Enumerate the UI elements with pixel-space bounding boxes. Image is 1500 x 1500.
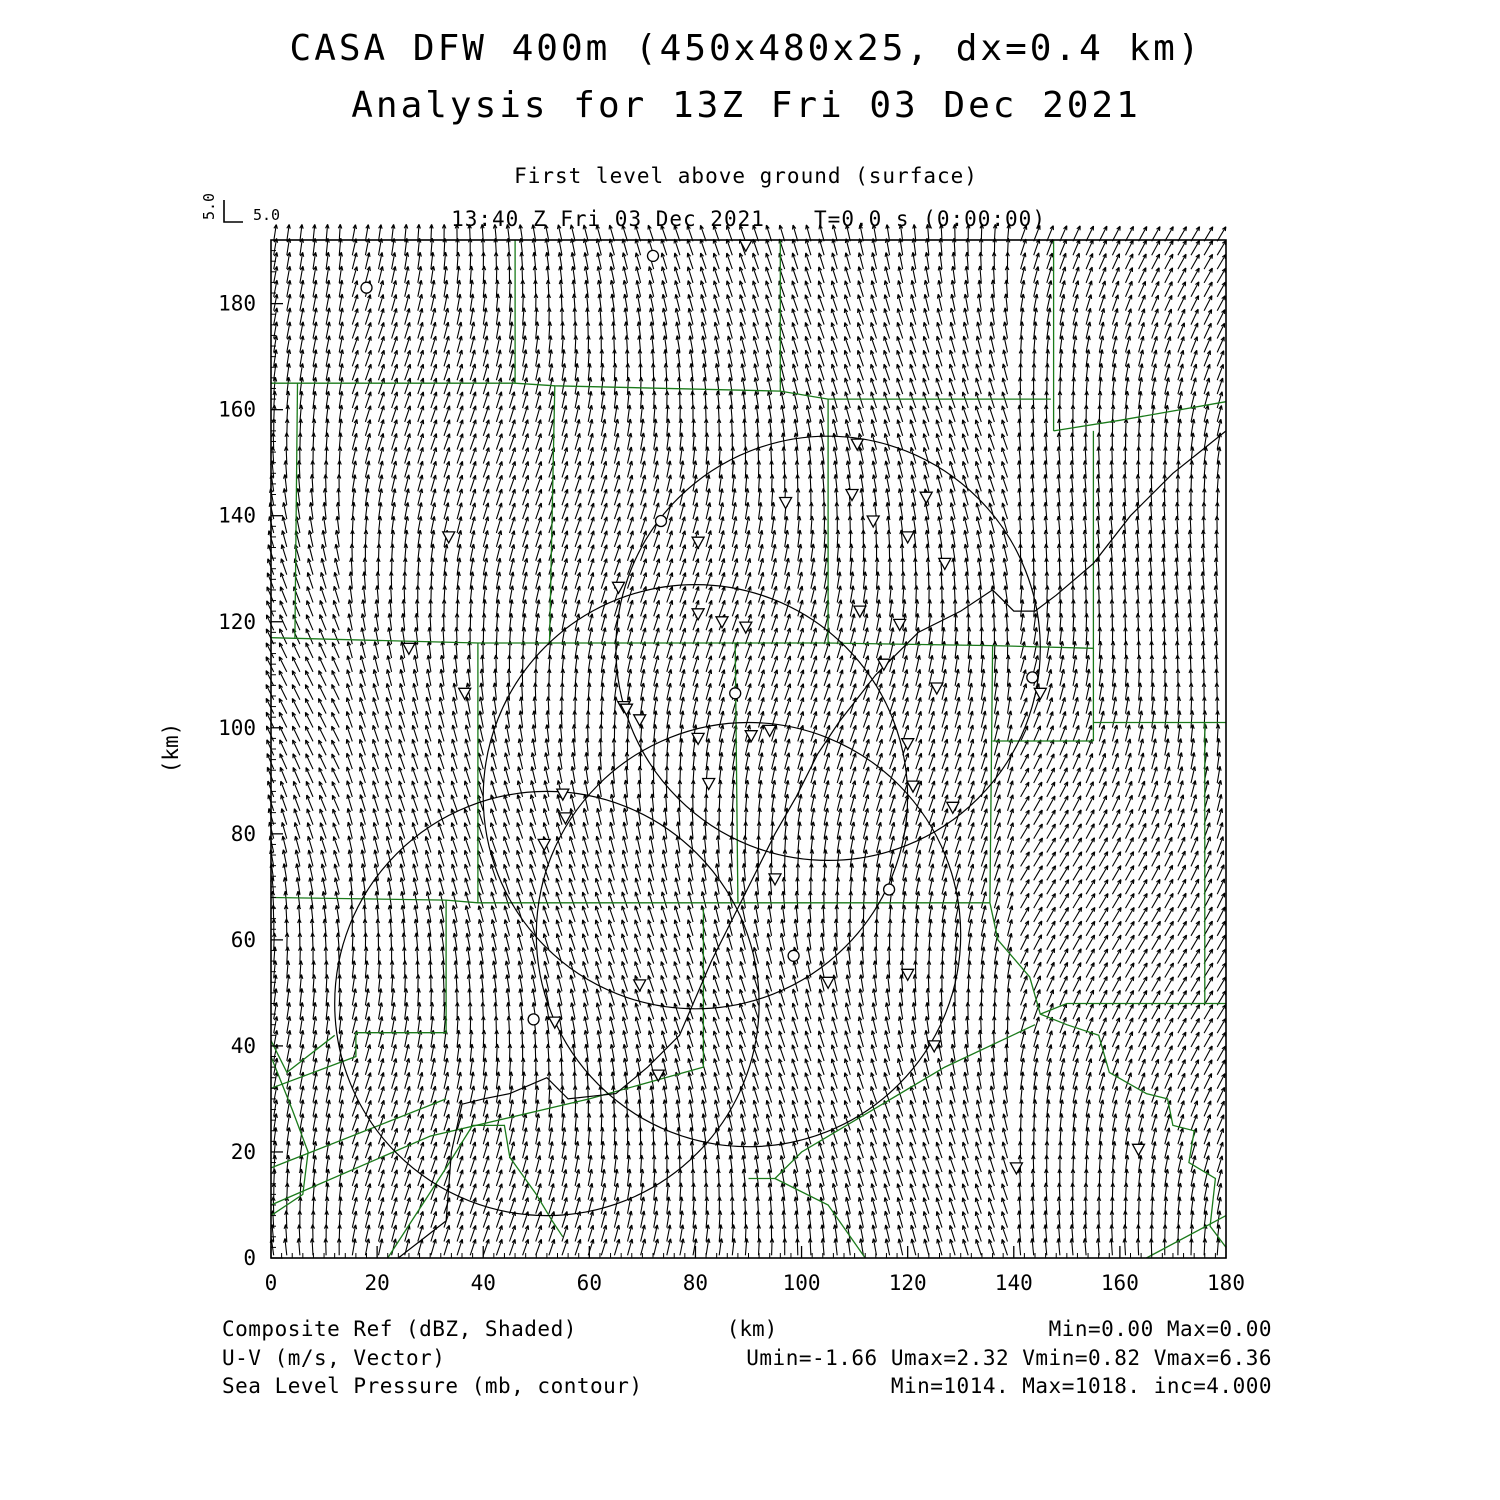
station-triangle-marker bbox=[878, 659, 890, 670]
station-triangle-marker bbox=[822, 977, 834, 988]
county-line bbox=[271, 1057, 308, 1216]
x-tick-label: 160 bbox=[1100, 1271, 1139, 1295]
model-time: T=0.0 s (0:00:00) bbox=[814, 207, 1046, 231]
title-line-2: Analysis for 13Z Fri 03 Dec 2021 bbox=[351, 85, 1141, 126]
station-triangle-marker bbox=[634, 715, 646, 726]
footer-field3-stats: Min=1014. Max=1018. inc=4.000 bbox=[890, 1374, 1272, 1398]
level-label: First level above ground (surface) bbox=[514, 164, 978, 188]
y-tick-label: 20 bbox=[230, 1139, 256, 1164]
station-circle-marker bbox=[361, 282, 372, 293]
station-circle-marker bbox=[788, 950, 799, 961]
station-triangle-marker bbox=[549, 1017, 561, 1028]
title-line-1: CASA DFW 400m (450x480x25, dx=0.4 km) bbox=[289, 28, 1203, 69]
station-triangle-marker bbox=[716, 617, 728, 628]
station-triangle-marker bbox=[902, 532, 914, 543]
county-line bbox=[735, 643, 738, 903]
y-tick-label: 60 bbox=[230, 927, 256, 952]
station-triangle-marker bbox=[846, 490, 858, 501]
county-line bbox=[1146, 1216, 1226, 1258]
station-circle-marker bbox=[1027, 672, 1038, 683]
wind-vector-field bbox=[266, 224, 1226, 1255]
station-triangle-marker bbox=[851, 439, 863, 450]
footer-field1-stats: Min=0.00 Max=0.00 bbox=[1048, 1317, 1272, 1341]
station-circle-marker bbox=[884, 884, 895, 895]
y-tick-label: 120 bbox=[218, 609, 256, 634]
station-triangle-marker bbox=[867, 516, 879, 527]
radar-range-ring bbox=[483, 585, 907, 1009]
station-triangle-marker bbox=[703, 779, 715, 790]
station-circle-marker bbox=[528, 1014, 539, 1025]
station-triangle-marker bbox=[538, 839, 550, 850]
station-triangle-marker bbox=[902, 969, 914, 980]
y-tick-label: 100 bbox=[218, 715, 256, 740]
x-tick-label: 0 bbox=[264, 1271, 278, 1295]
station-triangle-marker bbox=[403, 643, 415, 654]
station-triangle-marker bbox=[780, 498, 792, 509]
footer-field1-name: Composite Ref (dBZ, Shaded) bbox=[222, 1317, 577, 1341]
footer-field2-stats: Umin=-1.66 Umax=2.32 Vmin=0.82 Vmax=6.36 bbox=[746, 1346, 1272, 1370]
county-line bbox=[990, 646, 993, 903]
x-tick-label: 180 bbox=[1207, 1271, 1245, 1295]
y-tick-label: 40 bbox=[230, 1033, 256, 1058]
county-line bbox=[775, 1179, 865, 1259]
vector-scale-y-label: 5.0 bbox=[200, 192, 218, 220]
county-line bbox=[295, 383, 298, 638]
station-triangle-marker bbox=[443, 532, 455, 543]
x-tick-label: 20 bbox=[364, 1271, 390, 1295]
x-tick-label: 40 bbox=[470, 1271, 496, 1295]
vector-scale-key bbox=[200, 193, 280, 224]
station-triangle-marker bbox=[931, 683, 943, 694]
x-axis-unit: (km) bbox=[726, 1317, 778, 1341]
station-triangle-marker bbox=[920, 492, 932, 503]
y-tick-label: 160 bbox=[218, 397, 256, 422]
station-triangle-marker bbox=[902, 739, 914, 750]
vector-scale-x-label: 5.0 bbox=[253, 206, 281, 224]
county-line bbox=[271, 1099, 446, 1168]
footer-field3-name: Sea Level Pressure (mb, contour) bbox=[222, 1374, 643, 1398]
footer-field2-name: U-V (m/s, Vector) bbox=[222, 1346, 446, 1370]
valid-time: 13:40 Z Fri 03 Dec 2021 bbox=[451, 207, 765, 231]
x-tick-label: 100 bbox=[782, 1271, 821, 1295]
x-tick-label: 80 bbox=[682, 1271, 709, 1295]
y-tick-label: 180 bbox=[218, 291, 256, 316]
station-circle-marker bbox=[656, 516, 667, 527]
y-tick-label: 140 bbox=[218, 503, 256, 528]
y-tick-label: 80 bbox=[230, 821, 256, 846]
x-axis bbox=[265, 1246, 1245, 1295]
station-circle-marker bbox=[730, 688, 741, 699]
county-line bbox=[271, 1035, 335, 1072]
wind-vectors bbox=[266, 224, 1226, 1255]
y-tick-label: 0 bbox=[243, 1246, 256, 1270]
county-line bbox=[271, 383, 1051, 399]
x-tick-label: 140 bbox=[994, 1271, 1033, 1295]
x-tick-label: 120 bbox=[888, 1271, 927, 1295]
plot-frame bbox=[271, 240, 1226, 1258]
county-boundaries bbox=[271, 240, 1226, 1258]
station-circle-marker bbox=[648, 250, 659, 261]
station-triangle-marker bbox=[1133, 1144, 1145, 1155]
x-tick-label: 60 bbox=[576, 1271, 602, 1295]
station-triangle-marker bbox=[947, 802, 959, 813]
station-triangle-marker bbox=[907, 781, 919, 792]
y-axis-unit: (km) bbox=[159, 722, 183, 774]
